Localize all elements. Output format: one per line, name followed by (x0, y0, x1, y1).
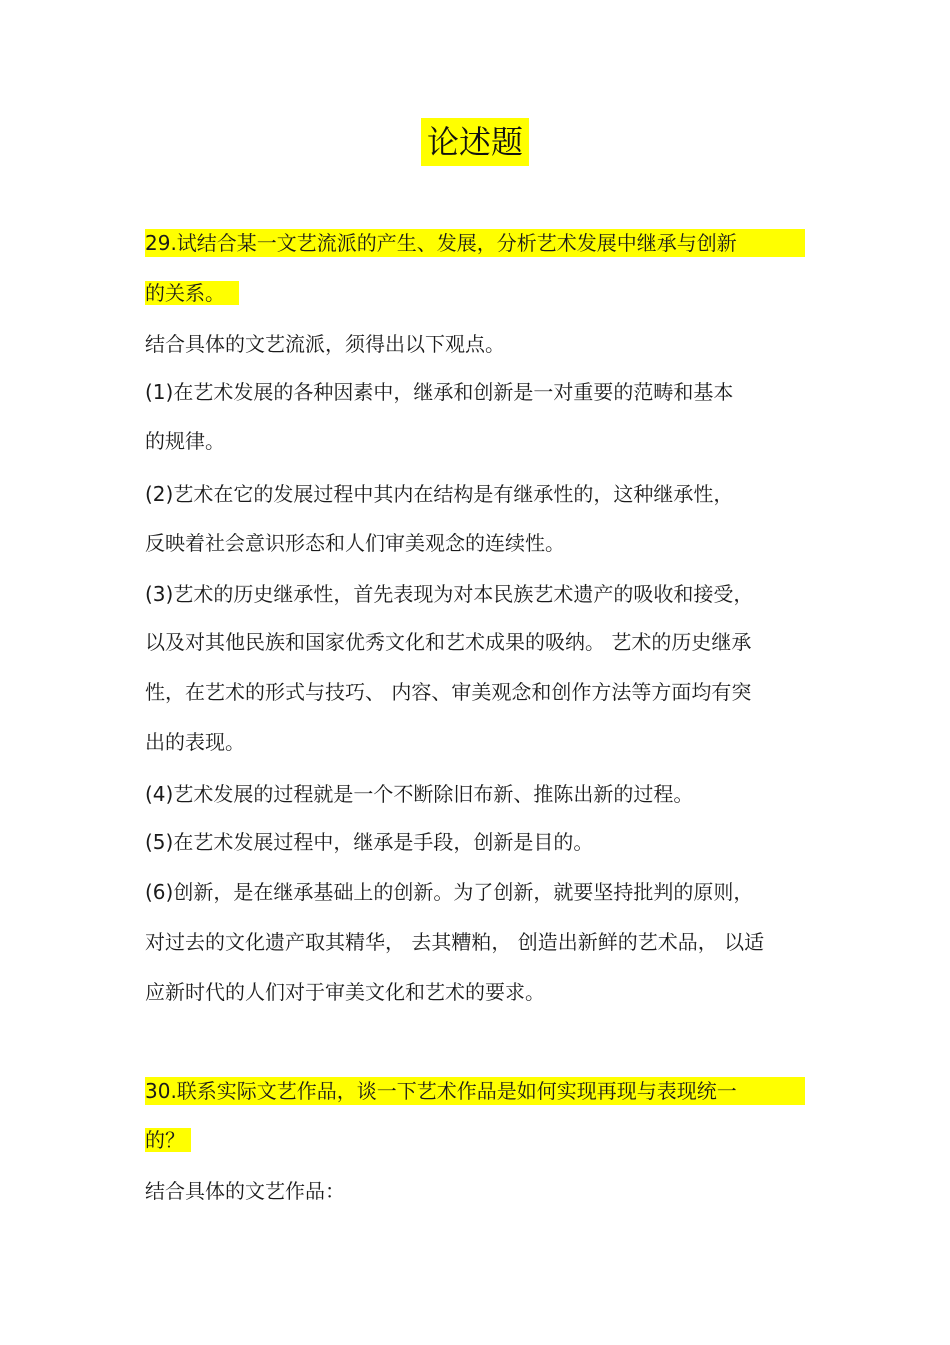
q30-question-text-2: 的？ (145, 1128, 191, 1152)
page-title: 论述题 (421, 118, 529, 166)
q30-question-line-1 (145, 1077, 805, 1105)
q29-answer-line: (4)艺术发展的过程就是一个不断除旧布新、推陈出新的过程。 (145, 782, 694, 806)
q29-answer-line: 以及对其他民族和国家优秀文化和艺术成果的吸纳。 艺术的历史继承 (145, 630, 752, 654)
q29-answer-line: 应新时代的人们对于审美文化和艺术的要求。 (145, 980, 545, 1004)
q30-question-text-1: 30.联系实际文艺作品，谈一下艺术作品是如何实现再现与表现统一 (145, 1077, 805, 1105)
q29-answer-line: 反映着社会意识形态和人们审美观念的连续性。 (145, 531, 565, 555)
q29-answer-line: 结合具体的文艺流派，须得出以下观点。 (145, 332, 505, 356)
q29-answer-line: 对过去的文化遗产取其精华， 去其糟粕， 创造出新鲜的艺术品， 以适 (145, 930, 765, 954)
q30-answer-line: 结合具体的文艺作品： (145, 1179, 345, 1203)
q29-answer-line: (2)艺术在它的发展过程中其内在结构是有继承性的，这种继承性， (145, 482, 734, 506)
q29-question-text-1: 29.试结合某一文艺流派的产生、发展，分析艺术发展中继承与创新 (145, 229, 805, 257)
q30-question-line-2 (145, 1126, 191, 1154)
q29-question-line-1 (145, 229, 805, 257)
title-container (0, 118, 950, 166)
q29-answer-line: 出的表现。 (145, 730, 245, 754)
q29-answer-line: (6)创新，是在继承基础上的创新。为了创新，就要坚持批判的原则， (145, 880, 754, 904)
q29-answer-line: (3)艺术的历史继承性，首先表现为对本民族艺术遗产的吸收和接受， (145, 582, 754, 606)
q29-answer-line: (1)在艺术发展的各种因素中，继承和创新是一对重要的范畴和基本 (145, 380, 734, 404)
q29-answer-line: (5)在艺术发展过程中，继承是手段，创新是目的。 (145, 830, 594, 854)
q29-answer-line: 性，在艺术的形式与技巧、 内容、审美观念和创作方法等方面均有突 (145, 680, 752, 704)
q29-question-text-2: 的关系。 (145, 281, 239, 305)
q29-answer-line: 的规律。 (145, 429, 225, 453)
q29-question-line-2 (145, 279, 239, 307)
